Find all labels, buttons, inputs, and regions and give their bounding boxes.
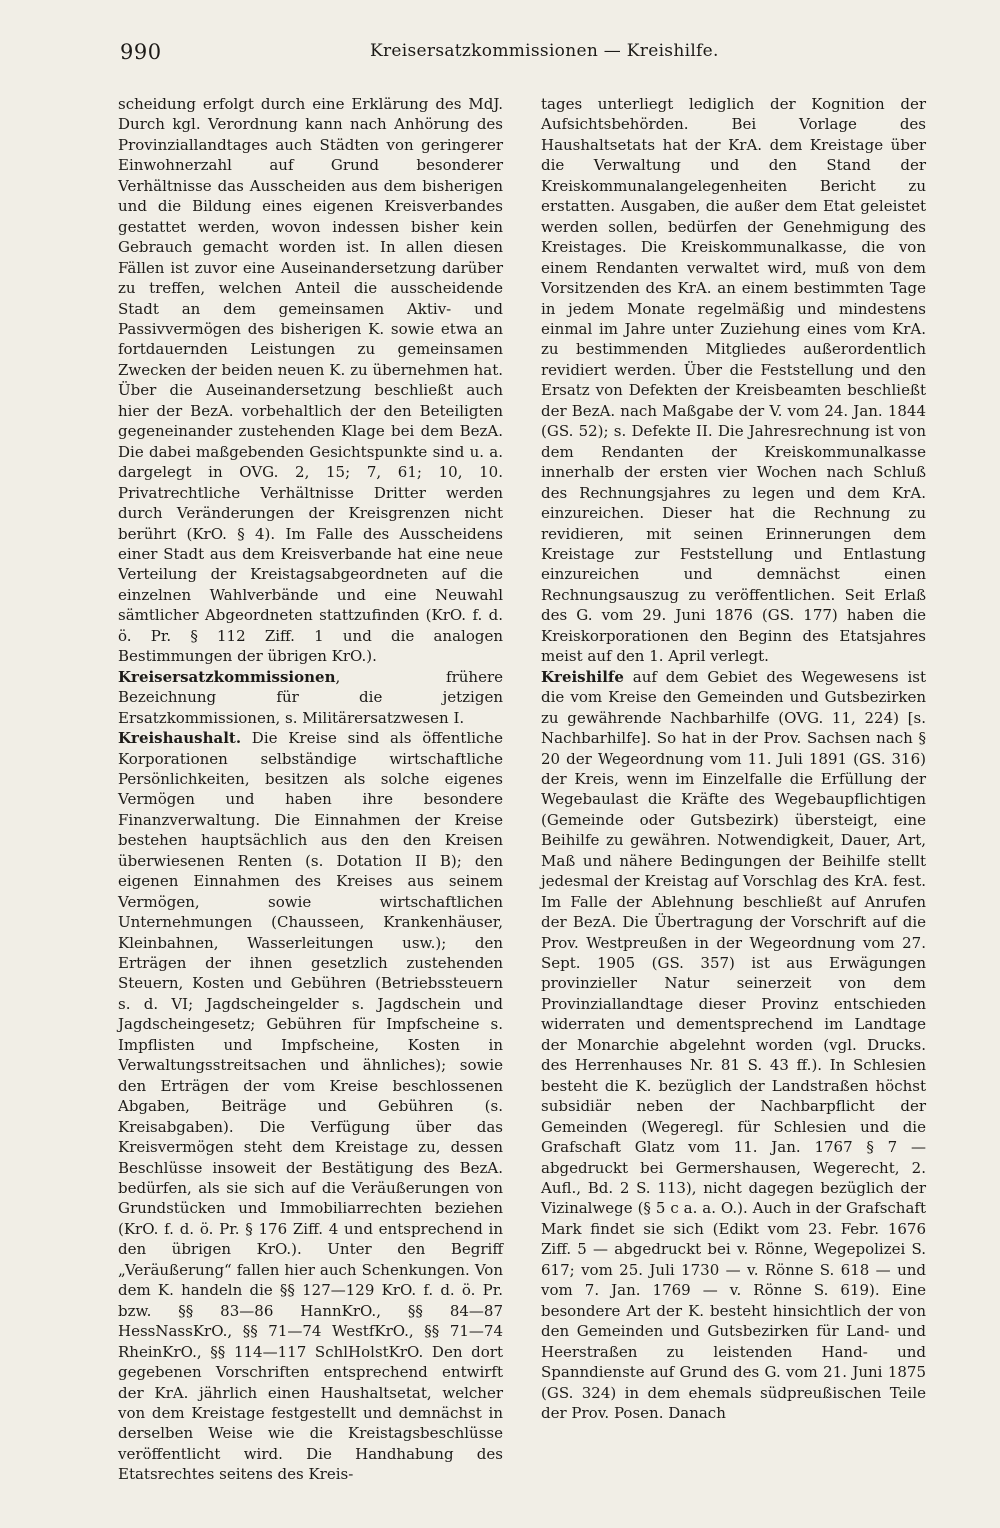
entry-text: auf dem Gebiet des Wegewesens ist die vom Kreise den Gemeinden und Gutsbezirken zu gewährende Nachbarhilfe (OVG. 11, 224) [s. Nachbarhilfe]. So hat in der Prov. Sachsen nach § 20 der Wegeordnung vom 11. Juli 1891 (GS. 316) der Kreis, wenn im Einzelfalle die Erfüllung der Wegebaulast die Kräfte des Wegebaupflichtigen (Gemeinde oder Gutsbezirk) übersteigt, eine Beihilfe zu gewähren. Notwendigkeit, Dauer, Art, Maß und nähere Bedingungen der Beihilfe stellt jedesmal der Kreistag auf Vorschlag des KrA. fest. Im Falle der Ablehnung beschließt auf Anrufen der BezA. Die Übertragung der Vorschrift auf die Prov. Westpreußen in der Wegeordnung vom 27. Sept. 1905 (GS. 357) ist aus Erwägungen provinzieller Natur seinerzeit von dem Provinziallandtage dieser Provinz entschieden widerraten und dementsprechend im Landtage der Monarchie abgelehnt worden (vgl. Drucks. des Herrenhauses Nr. 81 S. 43 ff.). In Schlesien besteht die K. bezüglich der Landstraßen höchst subsidiär neben der Nachbarpflicht der Gemeinden (Wegeregl. für Schlesien und die Grafschaft Glatz vom 11. Jan. 1767 § 7 — abgedruckt bei Germershausen, Wegerecht, 2. Aufl., Bd. 2 S. 113), nicht dagegen bezüglich der Vizinalwege (§ 5 c a. a. O.). Auch in der Grafschaft Mark findet sie sich (Edikt vom 23. Febr. 1676 Ziff. 5 — abgedruckt bei v. Rönne, Wegepolizei S. 617; vom 25. Juli 1730 — v. Rönne S. 618 — und vom 7. Jan. 1769 — v. Rönne S. 619). Eine besondere Art der K. besteht hinsichtlich der von den Gemeinden und Gutsbezirken für Land- und Heerstraßen zu leistenden Hand- und Spanndienste auf Grund des G. vom 21. Juni 1875 (GS. 324) in dem ehemals südpreußischen Teile der Prov. Posen. Danach (541, 667, 926, 1422)
running-title: Kreisersatzkommissionen — Kreishilfe. (370, 41, 719, 61)
entry-text: Die Kreise sind als öffentliche Korporationen selbständige wirtschaftliche Persönlichkeiten, besitzen als solche eigenes Vermögen und haben ihre besondere Finanzverwaltung. Die Einnahmen der Kreise bestehen hauptsächlich aus den den Kreisen überwiesenen Renten (s. Dotation II B); den eigenen Einnahmen des Kreises aus seinem Vermögen, sowie wirtschaftlichen Unternehmungen (Chausseen, Krankenhäuser, Kleinbahnen, Wasserleitungen usw.); den Erträgen der ihnen gesetzlich zustehenden Steuern, Kosten und Gebühren (Betriebssteuern s. d. VI; Jagdscheingelder s. Jagdschein und Jagdscheingesetz; Gebühren für Impfscheine s. Impflisten und Impfscheine, Kosten in Verwaltungsstreitsachen und ähnliches); sowie den Erträgen der vom Kreise beschlossenen Abgaben, Beiträge und Gebühren (s. Kreisabgaben). Die Verfügung über das Kreisvermögen steht dem Kreistage zu, dessen Beschlüsse insoweit der Bestätigung des BezA. bedürfen, als sie sich auf die Veräußerungen von Grundstücken und Immobiliarrechten beziehen (KrO. f. d. ö. Pr. § 176 Ziff. 4 und entsprechend in den übrigen KrO.). Unter den Begriff „Veräußerung“ fallen hier auch Schenkungen. Von dem K. handeln die §§ 127—129 KrO. f. d. ö. Pr. bzw. §§ 83—86 HannKrO., §§ 84—87 HessNassKrO., §§ 71—74 WestfKrO., §§ 71—74 RheinKrO., §§ 114—117 SchlHolstKrO. Den dort gegebenen Vorschriften entsprechend entwirft der KrA. jährlich einen Haushaltsetat, welcher von dem Kreistage festgestellt und demnächst in derselben Weise wie die Kreistagsbeschlüsse veröffentlicht wird. Die Handhabung des Etatsrechtes seitens des Kreis- (118, 729, 503, 1484)
entry-headword: Kreishilfe (541, 667, 624, 686)
paragraph-text: tages unterliegt lediglich der Kognition der Aufsichtsbehörden. Bei Vorlage des Haushaltsetats hat der KrA. dem Kreistage über die Verwaltung und den Stand der Kreiskommunalangelegenheiten Bericht zu erstatten. Ausgaben, die außer dem Etat geleistet werden sollen, bedürfen der Genehmigung des Kreistages. Die Kreiskommunalkasse, die von einem Rendanten verwaltet wird, muß von dem Vorsitzenden des KrA. an einem bestimmten Tage in jedem Monate regelmäßig und mindestens einmal im Jahre unter Zuziehung eines vom KrA. zu bestimmenden Mitgliedes außerordentlich revidiert werden. Über die Feststellung und den Ersatz von Defekten der Kreisbeamten beschließt der BezA. nach Maßgabe der V. vom 24. Jan. 1844 (GS. 52); s. Defekte II. Die Jahresrechnung ist von dem Rendanten der Kreiskommunalkasse innerhalb der ersten vier Wochen nach Schluß des Rechnungsjahres zu legen und dem KrA. einzureichen. Dieser hat die Rechnung zu revidieren, mit seinen Erinnerungen dem Kreistage zur Feststellung und Entlastung einzureichen und demnächst einen Rechnungsauszug zu veröffentlichen. Seit Erlaß des G. vom 29. Juni 1876 (GS. 177) haben die Kreiskorporationen den Beginn des Etatsjahres meist auf den 1. April verlegt. (541, 95, 926, 666)
entry-headword: Kreisersatzkommissionen (118, 667, 336, 686)
paragraph-text: scheidung erfolgt durch eine Erklärung des MdJ. Durch kgl. Verordnung kann nach Anhörung des Provinziallandtages auch Städten von geringerer Einwohnerzahl auf Grund besonderer Verhältnisse das Ausscheiden aus dem bisherigen und die Bildung eines eigenen Kreisverbandes gestattet werden, wovon indessen bisher kein Gebrauch gemacht worden ist. In allen diesen Fällen ist zuvor eine Auseinandersetzung darüber zu treffen, welchen Anteil die ausscheidende Stadt an dem gemeinsamen Aktiv- und Passivvermögen des bisherigen K. sowie etwa an fortdauernden Leistungen zu gemeinsamen Zwecken der beiden neuen K. zu übernehmen hat. Über die Auseinandersetzung beschließt auch hier der BezA. vorbehaltlich der den Beteiligten gegeneinander zustehenden Klage bei dem BezA. Die dabei maßgebenden Gesichtspunkte sind u. a. dargelegt in OVG. 2, 15; 7, 61; 10, 10. Privatrechtliche Verhältnisse Dritter werden durch Veränderungen der Kreisgrenzen nicht berührt (KrO. § 4). Im Falle des Ausscheidens einer Stadt aus dem Kreisverbande hat eine neue Verteilung der Kreistagsabgeordneten auf die einzelnen Wahlverbände und eine Neuwahl sämtlicher Abgeordneten stattzufinden (KrO. f. d. ö. Pr. § 112 Ziff. 1 und die analogen Bestimmungen der übrigen KrO.). (118, 95, 503, 666)
left-column (118, 94, 503, 1485)
entry-headword: Kreishaushalt. (118, 729, 242, 748)
paragraph-continuation (118, 94, 503, 667)
right-column (541, 94, 926, 1423)
entry-kreishaushalt (118, 728, 503, 1485)
entry-kreishilfe (541, 667, 926, 1424)
paragraph-continuation (541, 94, 926, 667)
page-number: 990 (120, 40, 162, 64)
entry-kreisersatzkommissionen (118, 667, 503, 728)
page-header (120, 40, 880, 70)
entry-text: , frühere Bezeichnung für die jetzigen Ersatzkommissionen, s. Militärersatzwesen I. (118, 667, 503, 727)
